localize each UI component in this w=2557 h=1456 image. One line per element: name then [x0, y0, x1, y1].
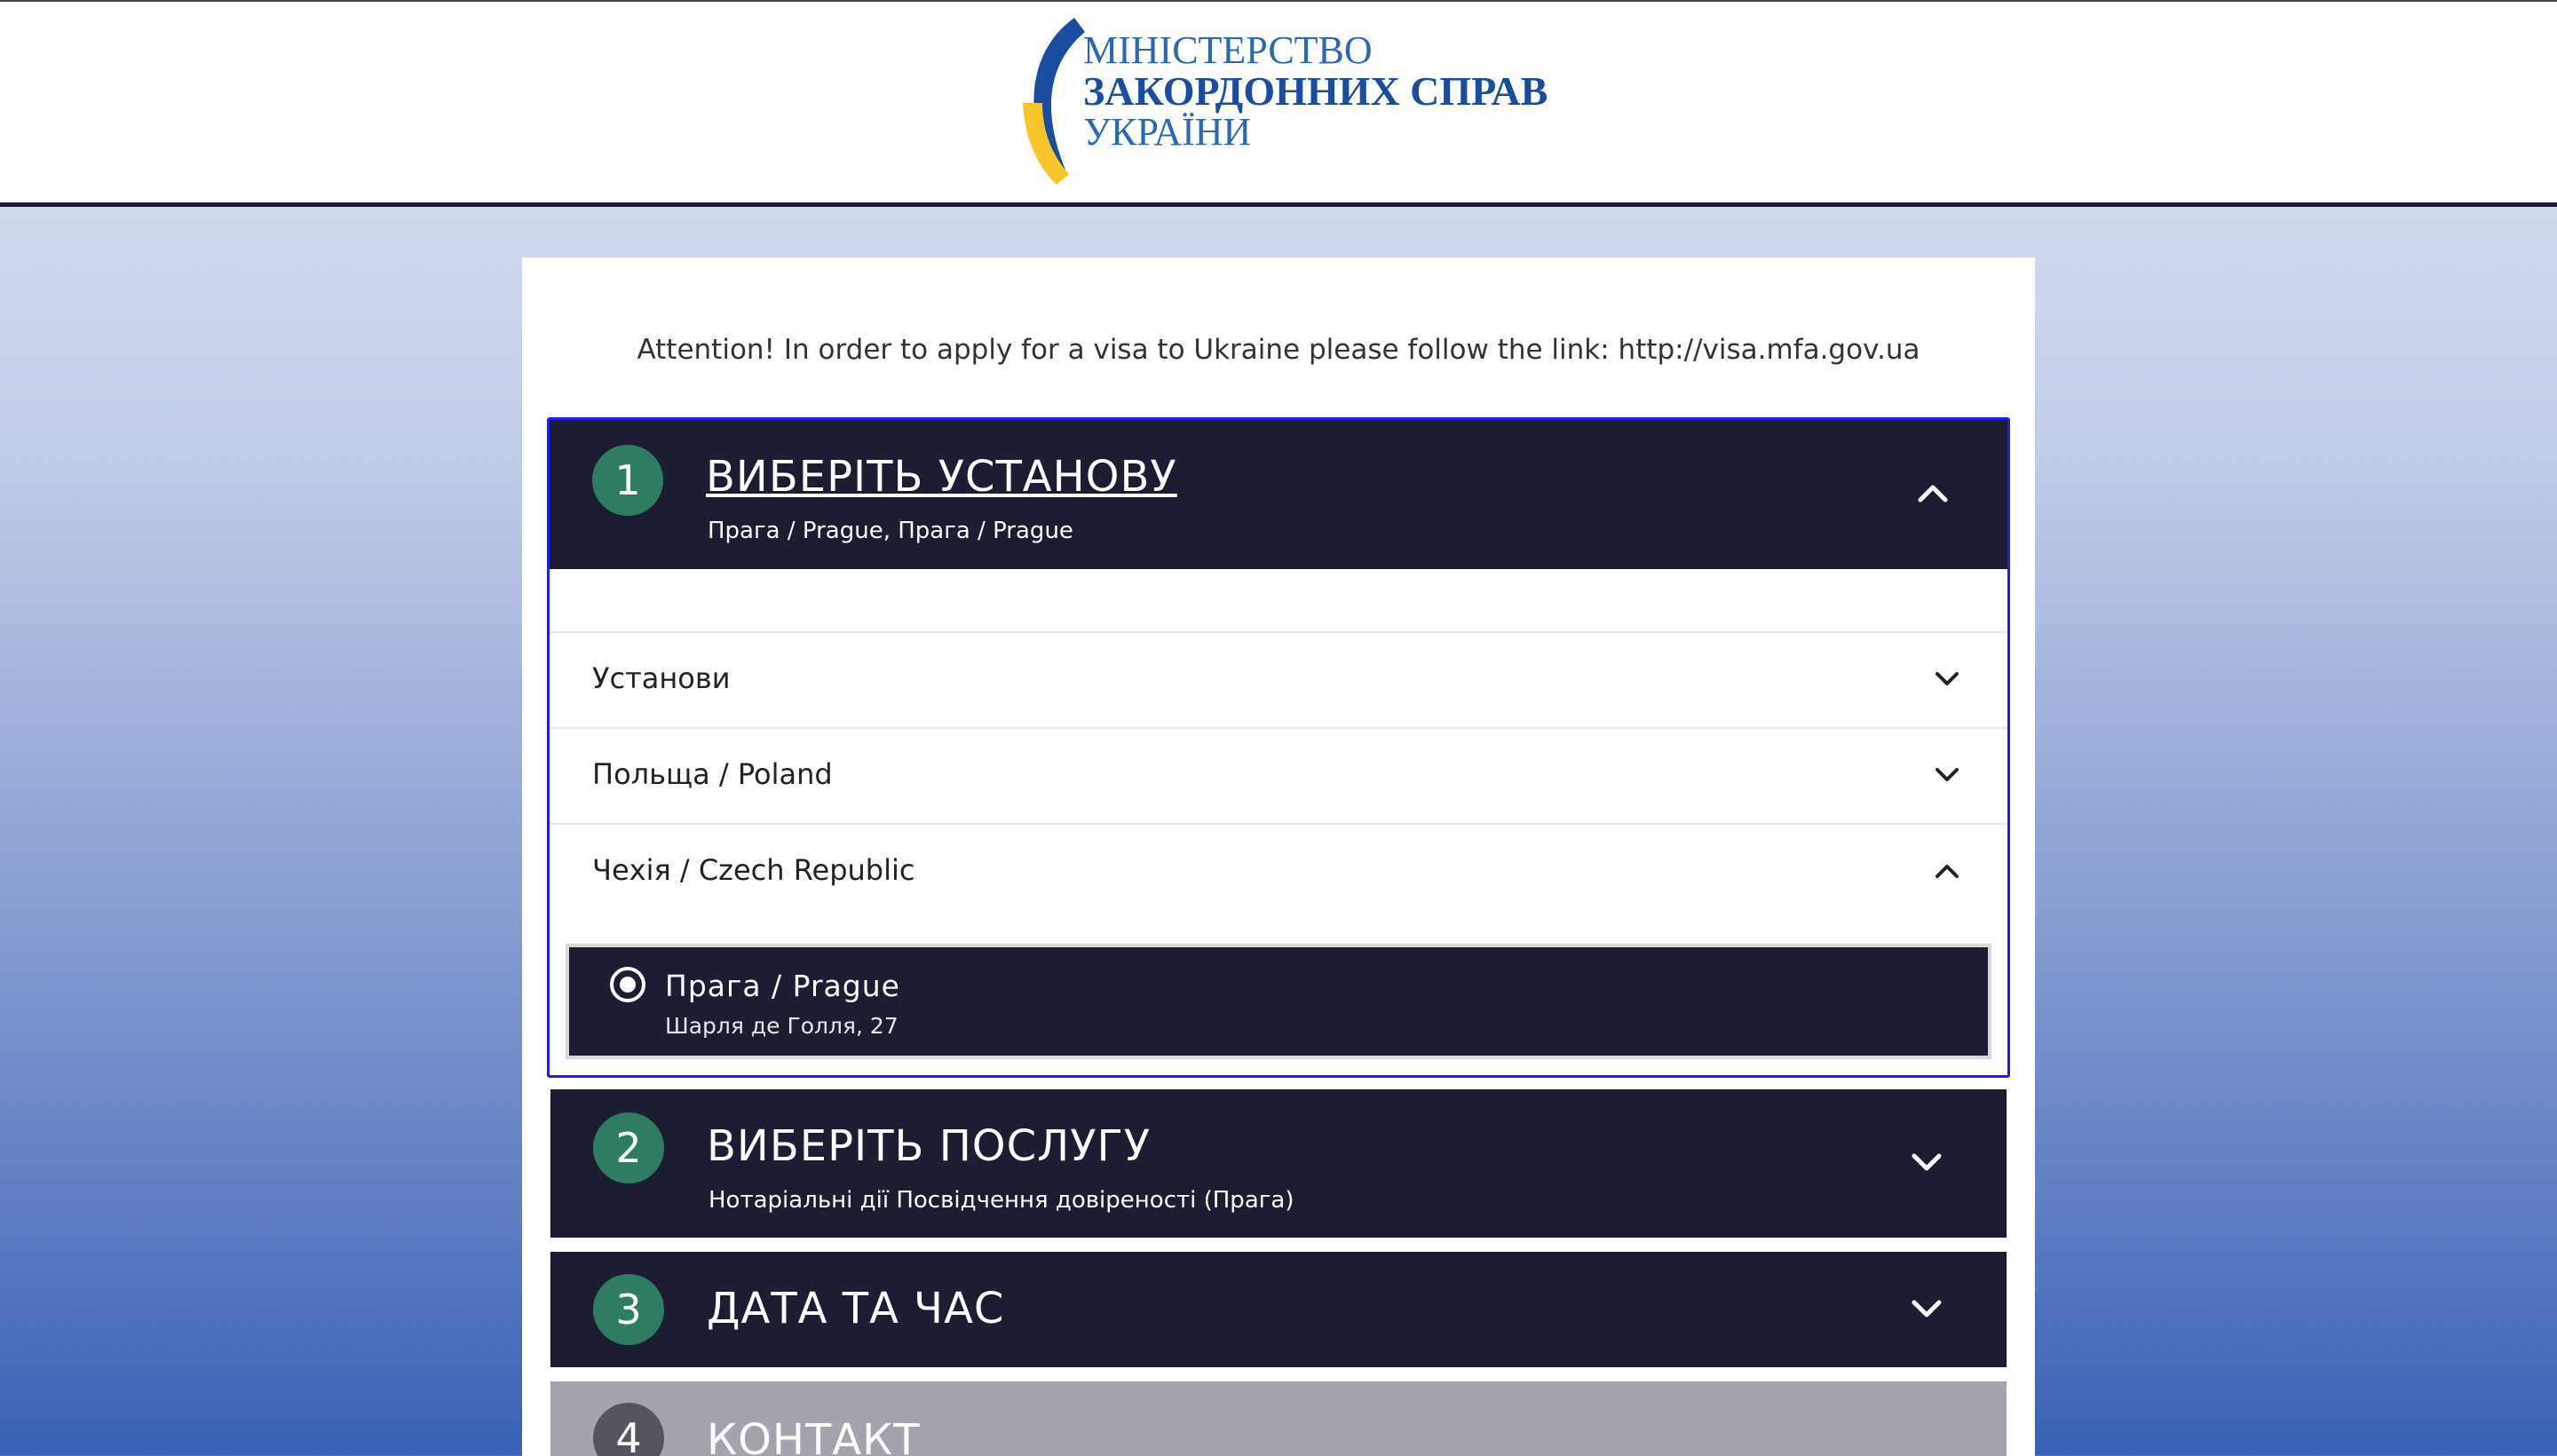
- chevron-down-icon[interactable]: [1909, 1291, 1944, 1326]
- step-1-number: 1: [592, 445, 663, 516]
- logo-line-1: МІНІСТЕРСТВО: [1083, 28, 1373, 72]
- step-4-header: [550, 1381, 2007, 1456]
- chevron-up-icon[interactable]: [1931, 855, 1963, 887]
- option-address: Шарля де Голля, 27: [665, 1013, 899, 1039]
- chevron-down-icon[interactable]: [1931, 759, 1963, 791]
- step-1-panel: [547, 417, 2010, 1078]
- chevron-down-icon[interactable]: [1931, 663, 1963, 695]
- ministry-logo[interactable]: [1012, 14, 1563, 187]
- step-4-title: КОНТАКТ: [707, 1415, 921, 1456]
- step-2-header[interactable]: [550, 1089, 2007, 1238]
- group-label: Чехія / Czech Republic: [592, 853, 915, 887]
- step-4-number: 4: [593, 1403, 664, 1456]
- visa-notice: Attention! In order to apply for a visa to Ukraine please follow the link: http://visa.mfa.gov.ua: [637, 334, 1920, 366]
- group-czech-republic[interactable]: [550, 823, 2007, 917]
- chevron-up-icon[interactable]: [1915, 475, 1951, 510]
- institution-option-prague[interactable]: [566, 944, 1991, 1059]
- step-1-header[interactable]: [550, 420, 2007, 569]
- option-title: Прага / Prague: [665, 969, 900, 1003]
- step-3-header[interactable]: [550, 1252, 2007, 1367]
- group-label: Польща / Poland: [592, 757, 833, 791]
- step-2-number: 2: [593, 1112, 664, 1183]
- logo-line-3: УКРАЇНИ: [1083, 110, 1252, 154]
- step-3-title: ДАТА ТА ЧАС: [707, 1284, 1005, 1333]
- group-poland[interactable]: [550, 727, 2007, 821]
- step-1-subtitle: Прага / Prague, Прага / Prague: [708, 518, 1073, 544]
- ministry-name: [1083, 30, 1548, 153]
- booking-card: [522, 257, 2035, 1456]
- radio-selected-icon[interactable]: [610, 967, 645, 1002]
- chevron-down-icon[interactable]: [1909, 1144, 1944, 1180]
- step-3-number: 3: [593, 1274, 664, 1345]
- logo-line-2: ЗАКОРДОННИХ СПРАВ: [1083, 68, 1548, 114]
- step-2-title: ВИБЕРІТЬ ПОСЛУГУ: [707, 1121, 1151, 1171]
- step-1-title[interactable]: ВИБЕРІТЬ УСТАНОВУ: [706, 452, 1177, 502]
- site-header: [0, 0, 2557, 207]
- group-label: Установи: [592, 661, 731, 695]
- step-2-subtitle: Нотаріальні дії Посвідчення довіреності (Прага): [709, 1187, 1294, 1214]
- group-institutions[interactable]: [550, 631, 2007, 725]
